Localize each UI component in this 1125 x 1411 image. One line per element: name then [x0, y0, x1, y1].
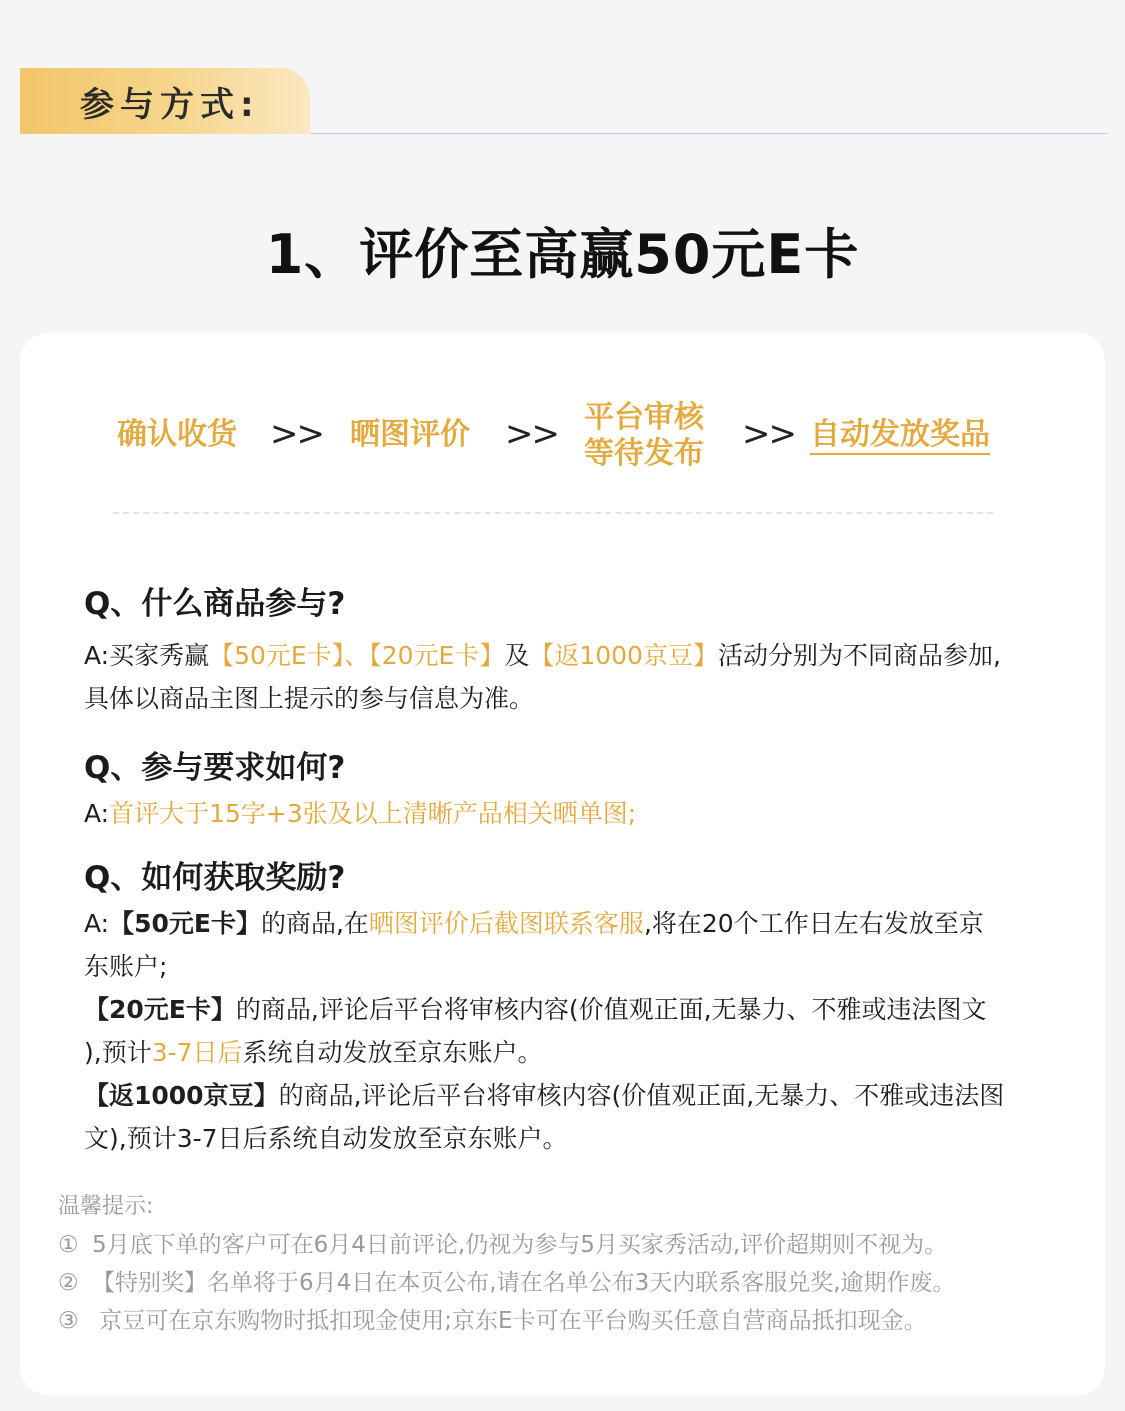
answer-3-20-ecard: 【20元E卡】	[84, 995, 236, 1024]
answer-3-1000-jingdou: 【返1000京豆】	[84, 1081, 279, 1110]
highlight-50-ecard: 【50元E卡】	[209, 641, 345, 670]
double-chevron-right-icon: >>	[742, 414, 795, 454]
answer-3-p2-line2a: ),预计	[84, 1038, 152, 1067]
answer-1	[84, 634, 1074, 720]
main-title: 1、评价至高赢50元E卡	[265, 223, 860, 286]
step-auto-reward-link[interactable]: 自动发放奖品	[810, 417, 990, 455]
answer-3-p2-mid: 的商品,评论后平台将审核内容(价值观正面,无暴力、不雅或违法图文	[235, 995, 987, 1024]
answer-3-rest: ,将在20个工作日左右发放至京	[643, 909, 984, 938]
answer-1-rest: 活动分别为不同商品参加,	[717, 641, 1001, 670]
step-photo-review: 晒图评价	[350, 417, 470, 452]
circled-one-icon: ①	[58, 1232, 79, 1258]
step-platform-review	[584, 400, 704, 472]
answer-2-highlight: 首评大于15字+3张及以上清晰产品相关晒单图;	[109, 799, 637, 828]
step-platform-review-line1: 平台审核	[584, 400, 704, 435]
answer-3	[84, 902, 1074, 1160]
question-1: Q、什么商品参与?	[84, 586, 346, 622]
answer-2-prefix: A:	[84, 799, 110, 828]
answer-3-50-ecard: 【50元E卡】	[109, 909, 261, 938]
answer-2	[84, 792, 1074, 835]
circled-two-icon: ②	[58, 1270, 79, 1296]
answer-3-p2-highlight-days: 3-7日后	[151, 1038, 243, 1067]
double-chevron-right-icon: >>	[505, 414, 558, 454]
tip-item	[58, 1302, 1088, 1340]
tip-text: 【特别奖】名单将于6月4日在本页公布,请在名单公布3天内联系客服兑奖,逾期作废。	[92, 1270, 956, 1296]
answer-3-p3-line2: 文),预计3-7日后系统自动发放至京东账户。	[84, 1124, 568, 1153]
dashed-divider	[113, 512, 993, 514]
section-divider	[310, 133, 1108, 134]
question-2: Q、参与要求如何?	[84, 750, 346, 786]
step-confirm-receipt: 确认收货	[117, 417, 237, 452]
answer-1-prefix: A:买家秀赢	[84, 641, 210, 670]
answer-3-p3-mid: 的商品,评论后平台将审核内容(价值观正面,无暴力、不雅或违法图	[278, 1081, 1005, 1110]
tip-item	[58, 1226, 1088, 1264]
warm-tips	[58, 1188, 1088, 1340]
answer-3-highlight-contact: 晒图评价后截图联系客服	[368, 909, 644, 938]
answer-1-line2: 具体以商品主图上提示的参与信息为准。	[84, 684, 535, 713]
tip-text: 5月底下单的客户可在6月4日前评论,仍视为参与5月买家秀活动,评价超期则不视为。	[92, 1232, 948, 1258]
highlight-separator: 、	[344, 641, 370, 670]
double-chevron-right-icon: >>	[270, 414, 323, 454]
answer-3-p2-line2b: 系统自动发放至京东账户。	[242, 1038, 543, 1067]
qa-block-1	[84, 578, 1074, 623]
answer-3-line2: 东账户;	[84, 952, 168, 981]
answer-1-and: 及	[504, 641, 530, 670]
question-3: Q、如何获取奖励?	[84, 860, 346, 896]
qa-block-2	[84, 742, 1074, 787]
section-title: 参与方式:	[80, 84, 260, 125]
tip-item	[58, 1264, 1088, 1302]
process-steps	[0, 400, 1125, 470]
tip-text: 京豆可在京东购物时抵扣现金使用;京东E卡可在平台购买任意自营商品抵扣现金。	[92, 1308, 927, 1334]
highlight-20-ecard: 【20元E卡】	[369, 641, 505, 670]
highlight-1000-jingdou: 【返1000京豆】	[529, 641, 718, 670]
answer-3-prefix: A:	[84, 909, 110, 938]
qa-block-3	[84, 852, 1074, 897]
answer-3-mid: 的商品,在	[260, 909, 369, 938]
section-header-tab	[20, 68, 310, 134]
circled-three-icon: ③	[58, 1308, 79, 1334]
tips-heading: 温馨提示:	[58, 1194, 154, 1219]
step-platform-review-line2: 等待发布	[584, 436, 704, 471]
